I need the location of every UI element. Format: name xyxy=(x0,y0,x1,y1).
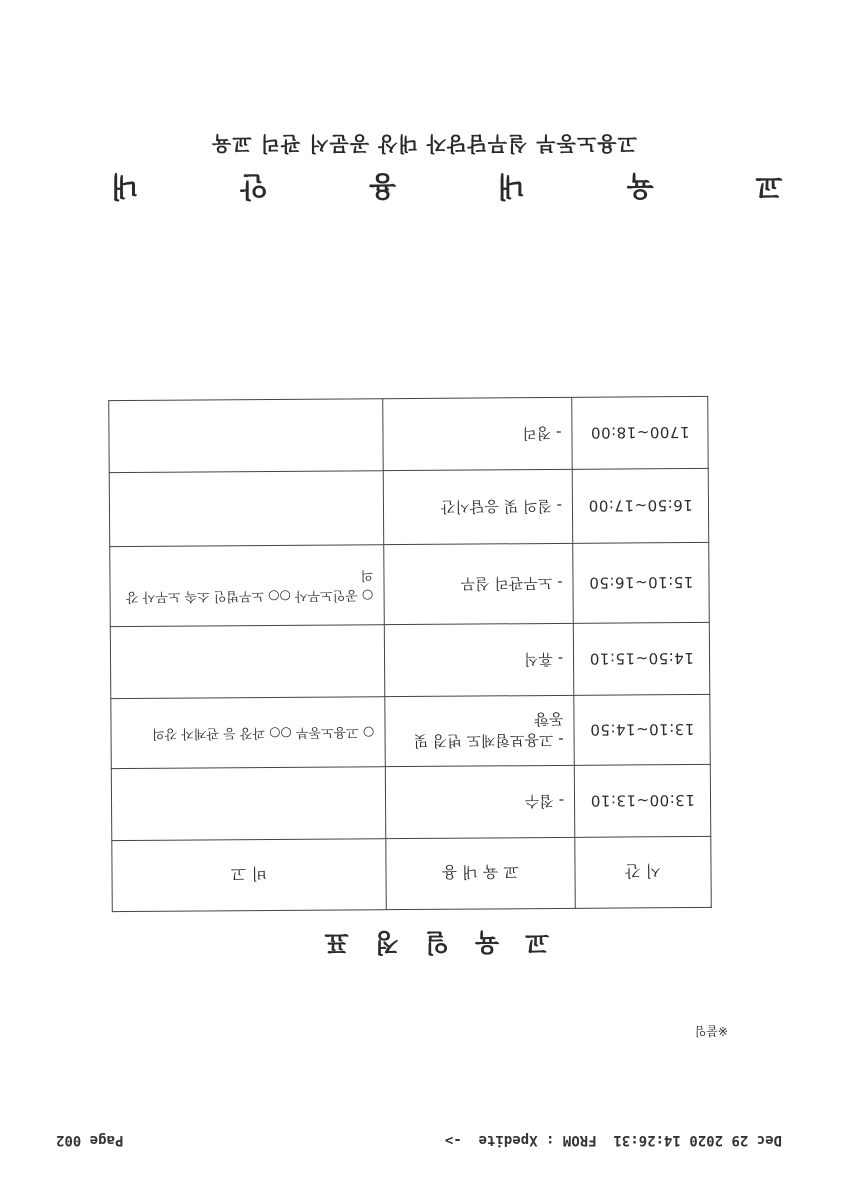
fax-page-number: Page 002 xyxy=(56,1132,124,1148)
row-content: - 질의 및 응답시간 xyxy=(383,469,573,544)
row-remarks xyxy=(110,625,384,699)
row-content: - 정리 xyxy=(382,397,572,470)
row-time: 1700~18:00 xyxy=(572,396,708,469)
table-row xyxy=(110,542,710,626)
table-row xyxy=(109,468,709,546)
row-remarks: ○ 공인노무사 ○○ 노무법인 소속 노무사 강의 xyxy=(110,545,384,627)
table-row xyxy=(110,622,709,698)
row-remarks: ○ 고용노동부 ○○ 과장 등 관계자 강의 xyxy=(111,697,385,769)
big-title: 교 육 내 용 안 내 xyxy=(65,170,783,203)
row-content: - 휴식 xyxy=(384,623,574,696)
subtitle: 고용노동부 실무담당자 대상 공문서 관리 교육 xyxy=(211,132,637,156)
row-content: - 접수 xyxy=(385,765,575,838)
row-time: 16:50~17:00 xyxy=(572,468,708,543)
row-time: 14:50~15:10 xyxy=(573,622,709,695)
row-time: 13:00~13:10 xyxy=(574,764,710,837)
agenda-table xyxy=(108,396,712,912)
header-content: 교 육 내 용 xyxy=(385,837,575,909)
table-row xyxy=(109,396,708,472)
document-title: 교육일정표 xyxy=(298,928,550,957)
row-remarks xyxy=(109,399,383,473)
header-time: 시 간 xyxy=(575,836,711,908)
agenda-header-row xyxy=(112,836,711,911)
attachment-note: ※붙임 xyxy=(694,1024,728,1038)
row-time: 13:10~14:50 xyxy=(574,694,710,765)
header-remarks: 비 고 xyxy=(112,839,386,912)
table-row xyxy=(111,694,710,768)
row-remarks xyxy=(109,471,383,547)
fax-transmission-line: Dec 29 2020 14:26:31 FROM : Xpedite -> xyxy=(444,1132,782,1148)
table-row xyxy=(111,764,710,840)
row-remarks xyxy=(111,767,385,841)
row-time: 15:10~16:50 xyxy=(573,542,709,623)
fax-header xyxy=(48,1124,788,1148)
row-content: - 노무관리 실무 xyxy=(383,543,573,624)
row-content: - 고용보험제도 변경 및 동향 xyxy=(384,695,574,766)
